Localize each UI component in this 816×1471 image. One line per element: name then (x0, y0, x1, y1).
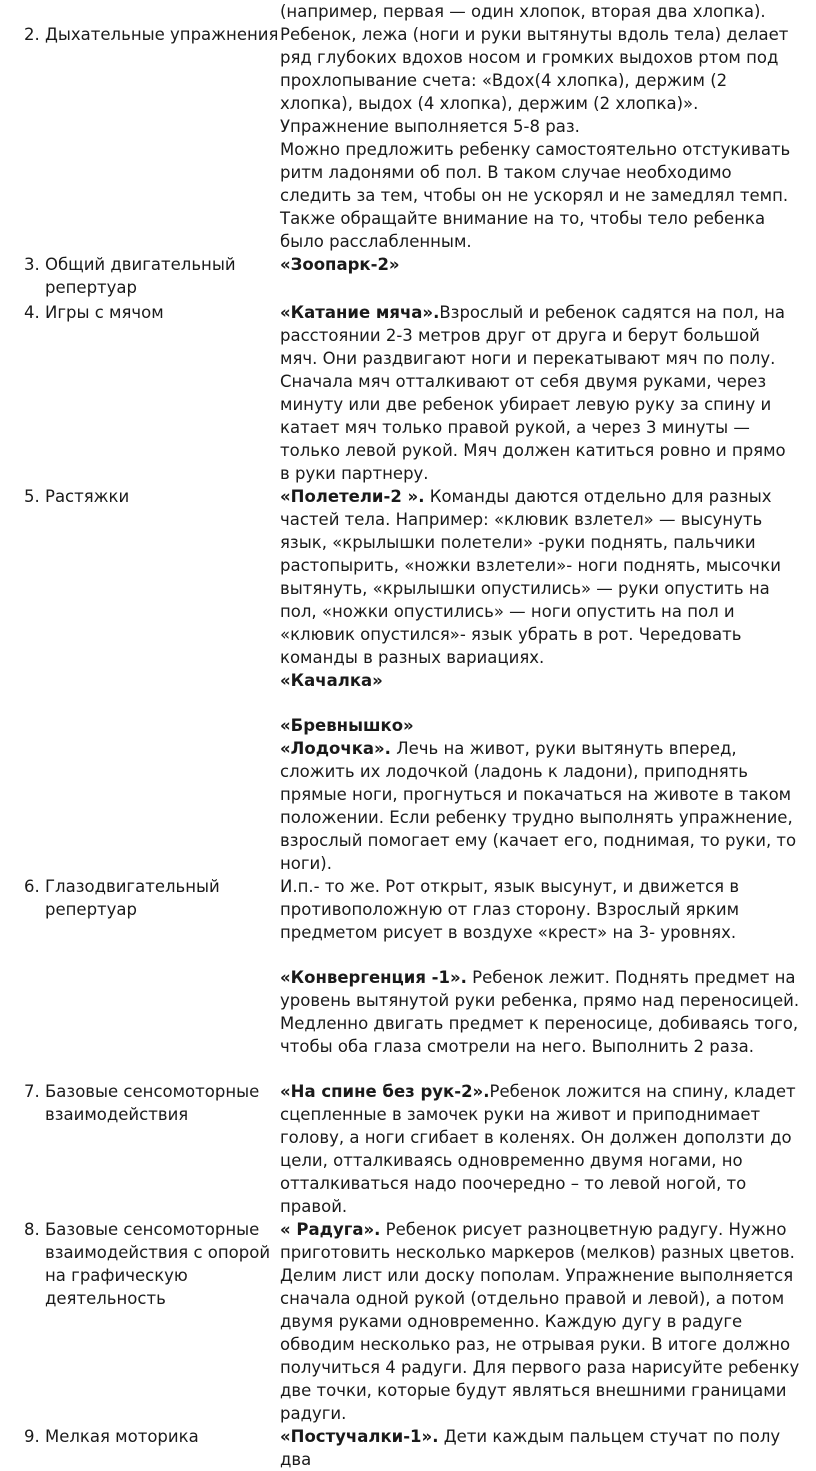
paragraph-title: «Бревнышко» (280, 716, 414, 735)
paragraph-text: Команды даются отдельно для разных частей тела. Например: «клювик взлетел» — высунуть язык, «крылышки полетели» -руки поднять, пальчики растопырить, «ножки взлетели»- ноги поднять, мысочки вытянуть, «крылышки опустились» — руки опустить на пол, «ножки опустились» — ноги опустить на пол и «клювик опустился»- язык убрать в рот. Чередовать команды в разных вариациях. (280, 487, 781, 667)
paragraph-title: « Радуга». (280, 1220, 381, 1239)
paragraph-title: «Качалка» (280, 671, 383, 690)
row-label: 5. Растяжки (24, 487, 130, 506)
spacer (280, 944, 800, 966)
row-content-cell (280, 1218, 800, 1425)
paragraph-text: Ребенок, лежа (ноги и руки вытянуты вдоль тела) делает ряд глубоких вдохов носом и громких выдохов ртом под прохлопывание счета: «Вдох(4 хлопка), держим (2 хлопка), выдох (4 хлопка), держим (2 хлопка)». Упражнение выполняется 5-8 раз. (280, 25, 789, 136)
row-label-cell (24, 875, 280, 921)
row-content-cell (280, 1425, 800, 1471)
row-paragraph (280, 669, 800, 692)
row-paragraph (280, 485, 800, 669)
row-label-cell (24, 485, 280, 508)
paragraph-title: «Лодочка». (280, 739, 391, 758)
paragraph-title: «Катание мяча». (280, 303, 440, 322)
exercise-row-5 (24, 485, 800, 875)
intro-row (24, 0, 800, 23)
exercise-row-9 (24, 1425, 800, 1471)
exercise-row-6 (24, 875, 800, 1058)
exercise-row-7 (24, 1080, 800, 1218)
paragraph-text: И.п.- то же. Рот открыт, язык высунут, и движется в противоположную от глаз сторону. Взрослый ярким предметом рисует в воздухе «крест» на 3- уровнях. (280, 877, 740, 942)
paragraph-title: «Полетели-2 ». (280, 487, 425, 506)
row-paragraph (280, 253, 800, 276)
paragraph-title: «На спине без рук-2». (280, 1082, 490, 1101)
row-label: 8. Базовые сенсомоторные взаимодействия с опорой на графическую деятельность (24, 1220, 271, 1308)
row-paragraph (280, 875, 800, 944)
document-page (24, 0, 800, 1471)
row-content-cell (280, 23, 800, 253)
row-label-cell (24, 1080, 280, 1126)
row-label-cell (24, 1218, 280, 1310)
paragraph-text: Ребенок лежит. Поднять предмет на уровень вытянутой руки ребенка, прямо над переносицей. Медленно двигать предмет к переносице, добиваясь того, чтобы оба глаза смотрели на него. Выполнить 2 раза. (280, 968, 800, 1056)
row-paragraph (280, 737, 800, 875)
row-paragraph (280, 1080, 800, 1218)
paragraph-text: Лечь на живот, руки вытянуть вперед, сложить их лодочкой (ладонь к ладони), приподнять прямые ноги, прогнуться и покачаться на животе в таком положении. Если ребенку трудно выполнять упражнение, взрослый помогает ему (качает его, поднимая, то руки, то ноги). (280, 739, 797, 873)
row-content-cell (280, 301, 800, 485)
paragraph-text: Дети каждым пальцем стучат по полу два (280, 1427, 781, 1469)
intro-line: (например, первая — один хлопок, вторая два хлопка). (280, 2, 766, 21)
row-paragraph (280, 138, 800, 253)
paragraph-text: Ребенок ложится на спину, кладет сцепленные в замочек руки на живот и приподнимает голову, а ноги сгибает в коленях. Он должен доползти до цели, отталкиваясь одновременно двумя ногами, но отталкиваться надо поочередно – то левой ногой, то правой. (280, 1082, 796, 1216)
row-content-cell (280, 875, 800, 1058)
row-content-cell (280, 485, 800, 875)
paragraph-title: «Конвергенция -1». (280, 968, 467, 987)
row-label: 4. Игры с мячом (24, 303, 164, 322)
paragraph-text: Ребенок рисует разноцветную радугу. Нужно приготовить несколько маркеров (мелков) разных цветов. Делим лист или доску пополам. Упражнение выполняется сначала одной рукой (отдельно правой и левой), а потом двумя руками одновременно. Каждую дугу в радуге обводим несколько раз, не отрывая руки. В итоге должно получиться 4 радуги. Для первого раза нарисуйте ребенку две точки, которые будут являться внешними границами радуги. (280, 1220, 800, 1423)
row-label: 6. Глазодвигательный репертуар (24, 877, 220, 919)
spacer (280, 692, 800, 714)
row-label-cell (24, 1425, 280, 1448)
paragraph-text: Можно предложить ребенку самостоятельно отстукивать ритм ладонями об пол. В таком случае необходимо следить за тем, чтобы он не ускорял и не замедлял темп. Также обращайте внимание на то, чтобы тело ребенка было расслабленным. (280, 140, 791, 251)
paragraph-text: Взрослый и ребенок садятся на пол, на расстоянии 2-3 метров друг от друга и берут большой мяч. Они раздвигают ноги и перекатывают мяч по полу. Сначала мяч отталкивают от себя двумя руками, через минуту или две ребенок убирает левую руку за спину и катает мяч только правой рукой, а через 3 минуты — только левой рукой. Мяч должен катиться ровно и прямо в руки партнеру. (280, 303, 786, 483)
row-paragraph (280, 23, 800, 138)
row-paragraph (280, 1425, 800, 1471)
row-paragraph (280, 1218, 800, 1425)
row-label: 7. Базовые сенсомоторные взаимодействия (24, 1082, 260, 1124)
paragraph-title: «Зоопарк-2» (280, 255, 400, 274)
row-label: 2. Дыхательные упражнения (24, 25, 279, 44)
exercise-row-2 (24, 23, 800, 253)
row-paragraph (280, 301, 800, 485)
exercise-row-3 (24, 253, 800, 299)
paragraph-title: «Постучалки-1». (280, 1427, 439, 1446)
row-label-cell (24, 301, 280, 324)
row-label: 9. Мелкая моторика (24, 1427, 199, 1446)
row-content-cell (280, 1080, 800, 1218)
intro-text (280, 0, 800, 23)
row-label: 3. Общий двигательный репертуар (24, 255, 236, 297)
row-label-cell (24, 23, 280, 46)
row-paragraph (280, 714, 800, 737)
row-paragraph (280, 966, 800, 1058)
exercise-row-4 (24, 301, 800, 485)
exercise-row-8 (24, 1218, 800, 1425)
row-content-cell (280, 253, 800, 276)
row-label-cell (24, 253, 280, 299)
